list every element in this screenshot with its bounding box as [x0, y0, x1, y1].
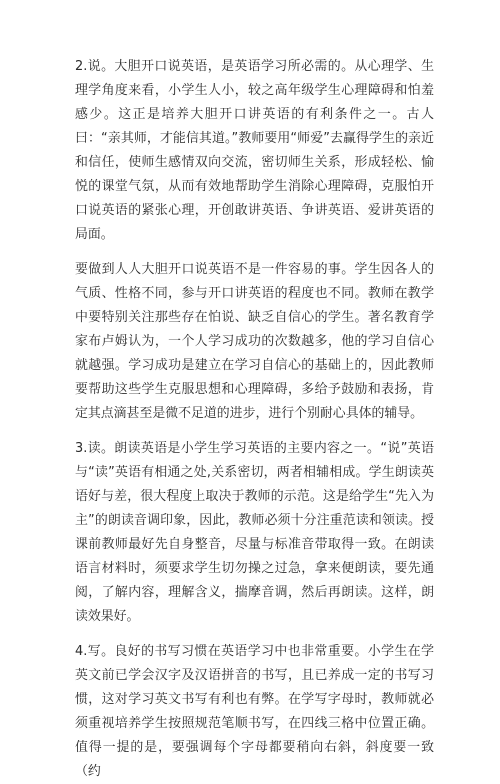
paragraph-speaking: 2.说。大胆开口说英语，是英语学习所必需的。从心理学、生理学角度来看，小学生人小，较之高年级学生心理障碍和怕羞感少。这正是培养大胆开口讲英语的有利条件之一。古人曰：“亲其师，才能信其道。”教师要用“师爱”去赢得学生的亲近和信任，使师生感情双向交流，密切师生关系，形成轻松、愉悦的课堂气氛，从而有效地帮助学生消除心理障碍，克服怕开口说英语的紧张心理，开创敢讲英语、争讲英语、爱讲英语的局面。 [75, 59, 434, 242]
paragraph-reading: 3.读。朗读英语是小学生学习英语的主要内容之一。“说”英语与“读”英语有相通之处,关系密切，两者相辅相成。学生朗读英语好与差，很大程度上取决于教师的示范。这是给学生“先入为主”的朗读音调印象，因此，教师必须十分注重范读和领读。授课前教师最好先自身整音，尽量与标准音带取得一致。在朗读语言材料时，须要求学生切勿操之过急，拿来便朗读，要先通阅，了解内容，理解含义，揣摩音调，然后再朗读。这样，朗读效果好。 [75, 441, 434, 624]
paragraph-writing: 4.写。良好的书写习惯在英语学习中也非常重要。小学生在学英文前已学会汉字及汉语拼音的书写，且已养成一定的书写习惯，这对学习英文书写有利也有弊。在学写字母时，教师就必须重视培养学生按照规范笔顺书写，在四线三格中位置正确。值得一提的是，要强调每个字母都要稍向右斜，斜度要一致（约 [75, 644, 434, 779]
paragraph-confidence: 要做到人人大胆开口说英语不是一件容易的事。学生因各人的气质、性格不同，参与开口讲英语的程度也不同。教师在教学中要特别关注那些存在怕说、缺乏自信心的学生。著名教育学家布卢姆认为，一个人学习成功的次数越多，他的学习自信心就越强。学习成功是建立在学习自信心的基础上的，因此教师要帮助这些学生克服思想和心理障碍，多给予鼓励和表扬，肯定其点滴甚至是微不足道的进步，进行个别耐心具体的辅导。 [75, 262, 434, 421]
